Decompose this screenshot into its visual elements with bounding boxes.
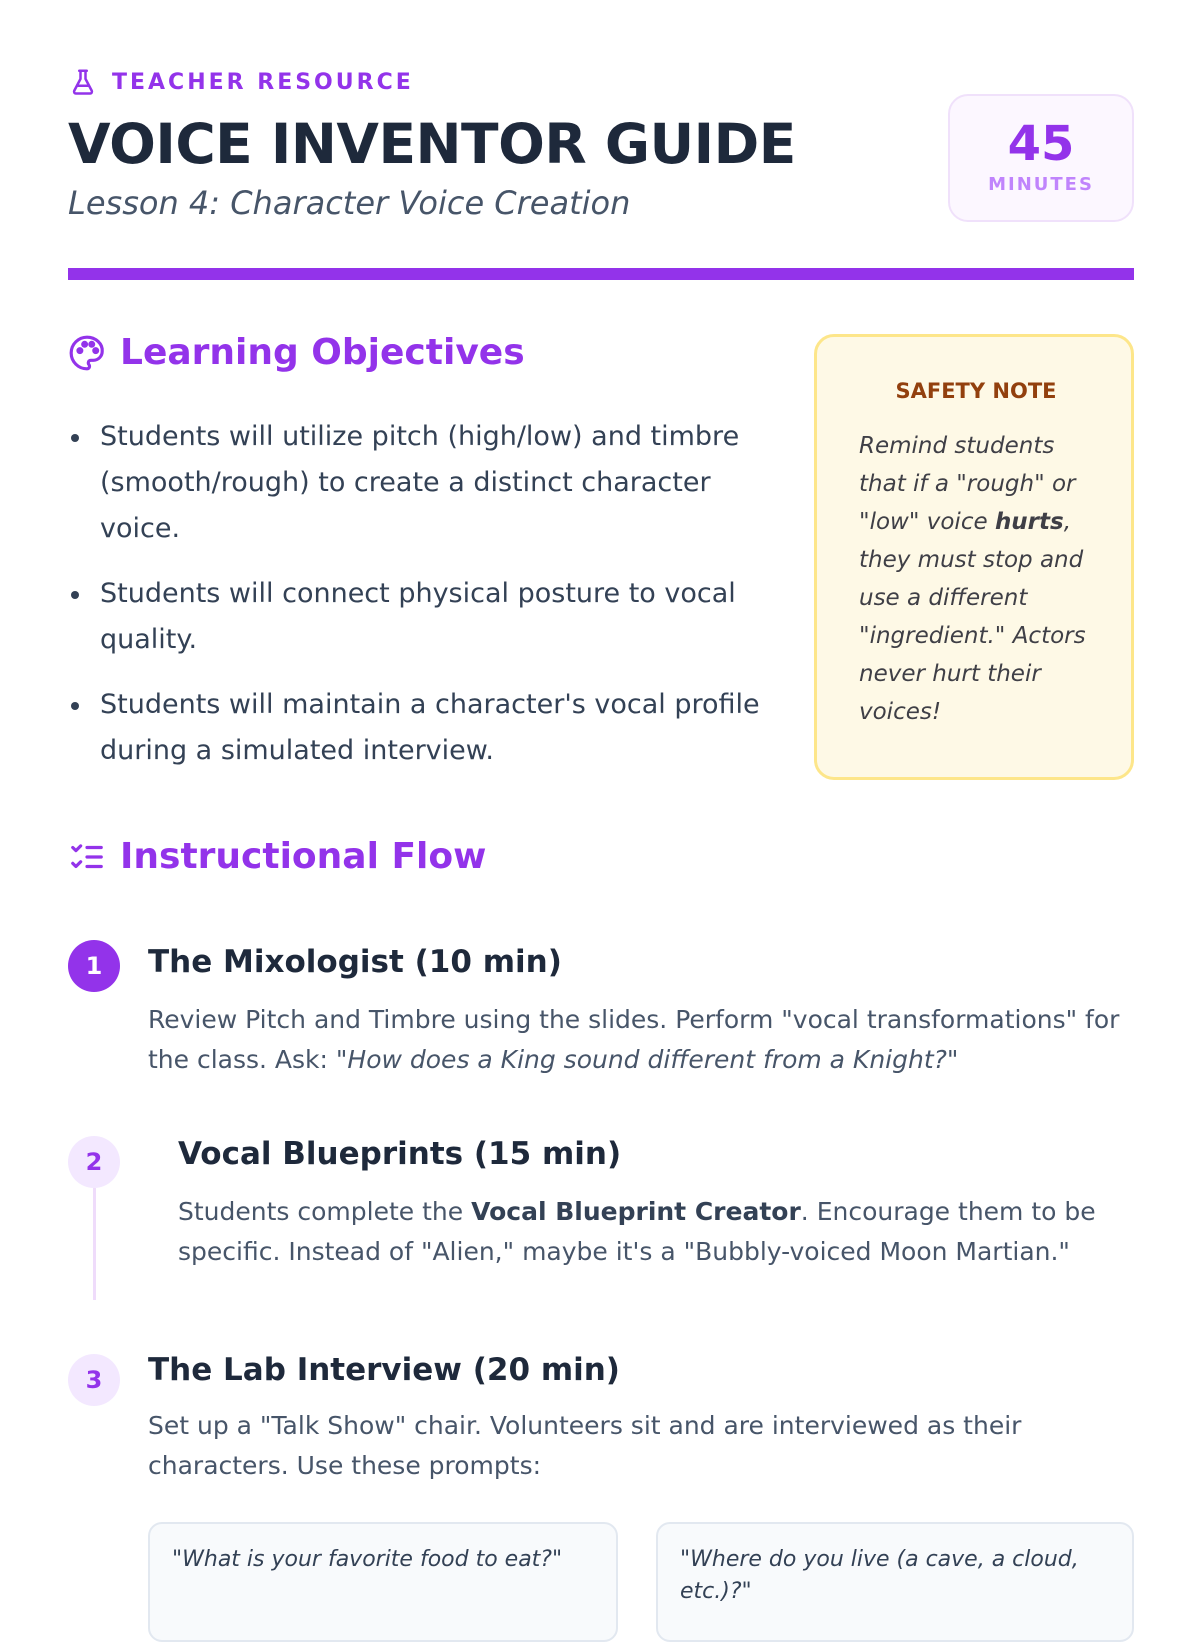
interview-prompt-card: "Where do you live (a cave, a cloud, etc.)?": [656, 1522, 1134, 1642]
flow-heading: [68, 836, 486, 877]
checklist-icon: [68, 838, 106, 876]
safety-text-before: Remind students that if a "rough" or "low" voice: [859, 433, 1076, 535]
step-description-text: Review Pitch and Timbre using the slides. Perform "vocal transformations" for the class. Ask:: [148, 1005, 1120, 1074]
list-item: Students will maintain a character's vocal profile during a simulated interview.: [68, 682, 768, 774]
lesson-guide-page: [68, 0, 1134, 1604]
eyebrow: [68, 66, 414, 98]
step-title: Vocal Blueprints (15 min): [178, 1136, 622, 1172]
step-number-badge: 3: [68, 1354, 120, 1406]
safety-note-title: SAFETY NOTE: [895, 379, 1057, 403]
safety-text-after: , they must stop and use a different "ingredient." Actors never hurt their voices!: [859, 509, 1086, 725]
objectives-heading: [68, 332, 525, 373]
duration-badge: [948, 94, 1134, 222]
list-item: Students will utilize pitch (high/low) and timbre (smooth/rough) to create a distinct character voice.: [68, 414, 768, 552]
step-connector: [93, 1188, 96, 1300]
objectives-list: [68, 414, 768, 793]
step-number-badge: 1: [68, 940, 120, 992]
palette-icon: [68, 334, 106, 372]
flask-icon: [68, 66, 98, 98]
objectives-title: Learning Objectives: [120, 332, 525, 373]
interview-prompt-card: "What is your favorite food to eat?": [148, 1522, 618, 1642]
step-description-text: Students complete the: [178, 1197, 472, 1226]
step-description: [148, 1000, 1128, 1080]
step-description: [178, 1192, 1128, 1272]
duration-unit: MINUTES: [988, 174, 1094, 195]
safety-note-card: [814, 334, 1134, 780]
step-description-text-after: . Encourage them to be specific. Instead of "Alien," maybe it's a "Bubbly-voiced Moon Martian.": [178, 1197, 1096, 1266]
step-number-badge: 2: [68, 1136, 120, 1188]
step-title: The Mixologist (10 min): [148, 944, 562, 980]
eyebrow-label: TEACHER RESOURCE: [112, 69, 414, 95]
step-description-quote: "How does a King sound different from a Knight?": [335, 1045, 959, 1074]
step-description-emphasis: Vocal Blueprint Creator: [471, 1197, 801, 1226]
step-title: The Lab Interview (20 min): [148, 1352, 620, 1388]
safety-note-text: [859, 427, 1093, 731]
duration-value: 45: [1007, 116, 1075, 172]
safety-text-emphasis: hurts: [994, 509, 1064, 535]
step-description: Set up a "Talk Show" chair. Volunteers sit and are interviewed as their characters. Use these prompts:: [148, 1411, 1022, 1480]
header-divider: [68, 268, 1134, 280]
list-item: Students will connect physical posture to vocal quality.: [68, 571, 768, 663]
page-subtitle: Lesson 4: Character Voice Creation: [68, 184, 631, 222]
flow-title: Instructional Flow: [120, 836, 487, 877]
page-title: VOICE INVENTOR GUIDE: [68, 112, 796, 176]
